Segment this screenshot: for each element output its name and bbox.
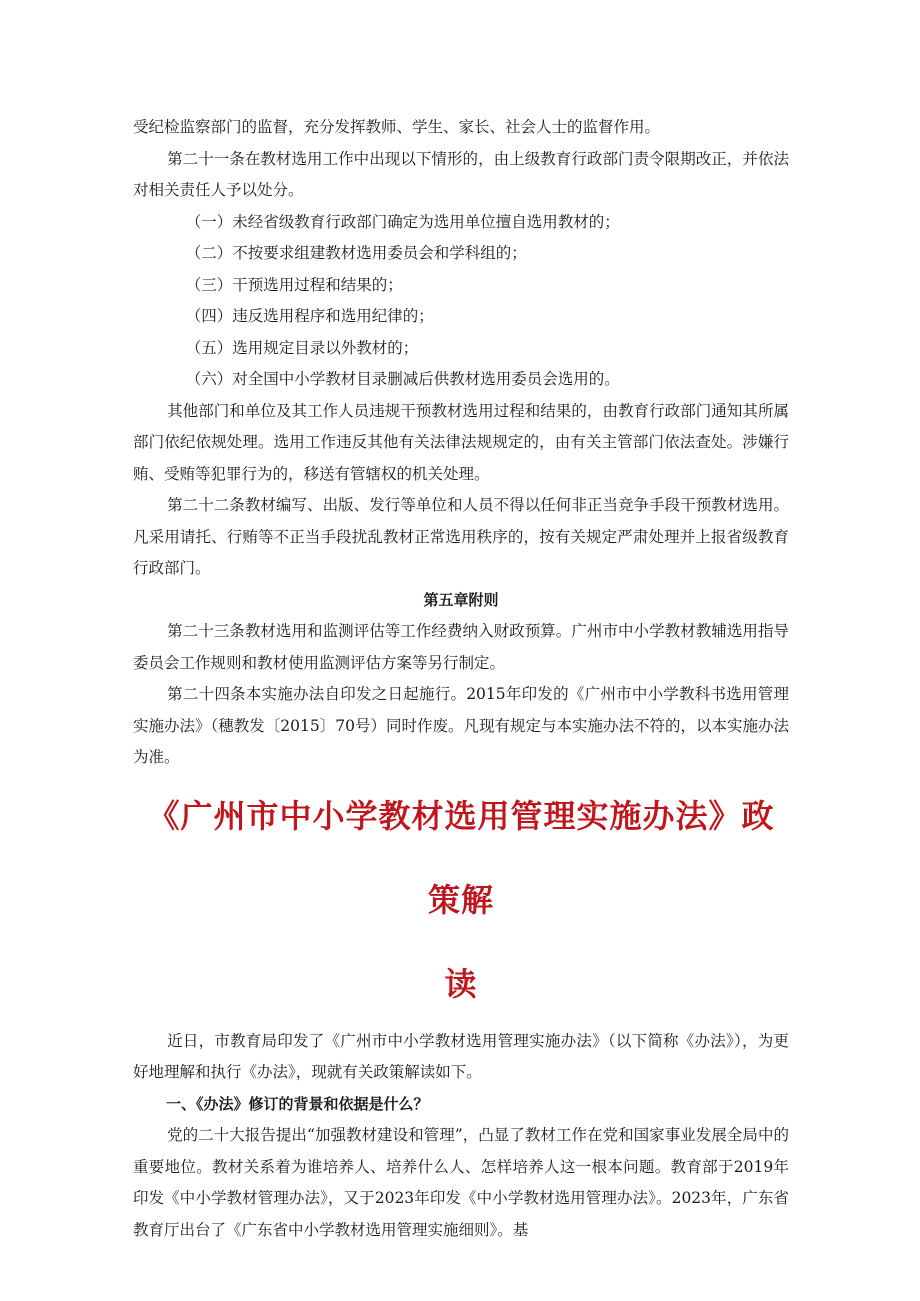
- paragraph-other-departments: 其他部门和单位及其工作人员违规干预教材选用过程和结果的，由教育行政部门通知其所属部门依纪依规处理。选用工作违反其他有关法律法规规定的，由有关主管部门依法查处。涉嫌行贿、受贿等犯罪行为的，移送有管辖权的机关处理。: [133, 401, 789, 483]
- chapter-heading: 第五章附则: [423, 590, 499, 609]
- article-23: 第二十三条教材选用和监测评估等工作经费纳入财政预算。广州市中小学教材教辅选用指导委员会工作规则和教材使用监测评估方案等另行制定。: [133, 622, 789, 672]
- article-21: 第二十一条在教材选用工作中出现以下情形的，由上级教育行政部门责令限期改正，并依法对相关责任人予以处分。: [133, 149, 789, 199]
- list-item: （一）未经省级教育行政部门确定为选用单位擅自选用教材的；: [185, 212, 620, 231]
- section-heading: 一、《办法》修订的背景和依据是什么？: [166, 1094, 429, 1113]
- list-item: （六）对全国中小学教材目录删减后供教材选用委员会选用的。: [185, 370, 620, 388]
- list-item: （五）选用规定目录以外教材的；: [185, 338, 419, 357]
- intro-paragraph: 近日，市教育局印发了《广州市中小学教材选用管理实施办法》（以下简称《办法》），为更好地理解和执行《办法》，现就有关政策解读如下。: [133, 1031, 789, 1081]
- list-item: （二）不按要求组建教材选用委员会和学科组的；: [185, 244, 527, 262]
- policy-title-line2: 读: [444, 964, 478, 1003]
- paragraph-supervision: 受纪检监察部门的监督，充分发挥教师、学生、家长、社会人士的监督作用。: [133, 118, 661, 136]
- section-body: 党的二十大报告提出“加强教材建设和管理”，凸显了教材工作在党和国家事业发展全局中的重要地位。教材关系着为谁培养人、培养什么人、怎样培养人这一根本问题。教育部于2019年印发《中小学教材管理办法》，又于2023年印发《中小学教材选用管理办法》。2023年，广东省教育厅出台了《广东省中小学教材选用管理实施细则》。基: [133, 1126, 789, 1239]
- document-page: [133, 112, 789, 1246]
- article-22: 第二十二条教材编写、出版、发行等单位和人员不得以任何非正当竞争手段干预教材选用。凡采用请托、行贿等不正当手段扰乱教材正常选用秩序的，按有关规定严肃处理并上报省级教育行政部门。: [133, 496, 789, 577]
- article-24: 第二十四条本实施办法自印发之日起施行。2015年印发的《广州市中小学教科书选用管理实施办法》（穗教发〔2015〕70号）同时作废。凡现有规定与本实施办法不符的，以本实施办法为准。: [133, 685, 789, 766]
- list-item: （四）违反选用程序和选用纪律的；: [185, 307, 434, 325]
- list-item: （三）干预选用过程和结果的；: [185, 275, 403, 294]
- policy-title-line1: 《广州市中小学教材选用管理实施办法》政策解: [147, 796, 775, 919]
